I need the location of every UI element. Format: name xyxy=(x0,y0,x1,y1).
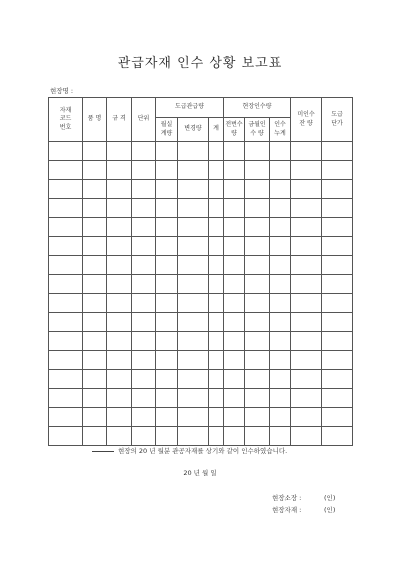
table-cell xyxy=(83,218,107,237)
seal-mark: (인) xyxy=(324,494,336,502)
table-cell xyxy=(178,275,209,294)
table-cell xyxy=(178,332,209,351)
table-cell xyxy=(291,275,322,294)
table-cell xyxy=(107,142,132,161)
table-cell xyxy=(291,294,322,313)
table-cell xyxy=(291,389,322,408)
table-cell xyxy=(132,218,156,237)
table-cell xyxy=(156,332,178,351)
table-cell xyxy=(270,161,291,180)
header-monthly-plan: 월실 계량 xyxy=(156,118,178,142)
table-cell xyxy=(83,427,107,446)
table-cell xyxy=(224,199,245,218)
table-cell xyxy=(132,237,156,256)
table-cell xyxy=(156,237,178,256)
table-cell xyxy=(322,408,353,427)
table-cell xyxy=(132,142,156,161)
table-row xyxy=(49,408,353,427)
table-cell xyxy=(178,161,209,180)
table-cell xyxy=(270,275,291,294)
table-cell xyxy=(270,294,291,313)
table-cell xyxy=(322,256,353,275)
table-cell xyxy=(322,161,353,180)
table-cell xyxy=(49,294,83,313)
table-cell xyxy=(49,351,83,370)
table-cell xyxy=(224,427,245,446)
table-cell xyxy=(132,180,156,199)
table-cell xyxy=(178,256,209,275)
table-cell xyxy=(132,313,156,332)
table-cell xyxy=(322,351,353,370)
table-cell xyxy=(245,370,270,389)
table-cell xyxy=(156,180,178,199)
table-row xyxy=(49,294,353,313)
table-cell xyxy=(291,199,322,218)
table-cell xyxy=(178,218,209,237)
table-cell xyxy=(107,161,132,180)
table-cell xyxy=(209,256,224,275)
table-cell xyxy=(291,142,322,161)
table-cell xyxy=(245,142,270,161)
table-cell xyxy=(291,370,322,389)
table-cell xyxy=(270,313,291,332)
table-cell xyxy=(224,313,245,332)
table-cell xyxy=(224,161,245,180)
table-cell xyxy=(291,218,322,237)
table-cell xyxy=(107,389,132,408)
table-cell xyxy=(83,180,107,199)
table-cell xyxy=(270,370,291,389)
table-cell xyxy=(107,332,132,351)
table-cell xyxy=(245,218,270,237)
table-cell xyxy=(178,370,209,389)
table-cell xyxy=(83,237,107,256)
table-cell xyxy=(291,351,322,370)
table-cell xyxy=(209,237,224,256)
table-cell xyxy=(83,275,107,294)
table-cell xyxy=(132,332,156,351)
table-cell xyxy=(270,389,291,408)
header-supply-group: 도급관급량 xyxy=(156,98,224,118)
table-row xyxy=(49,199,353,218)
table-row xyxy=(49,237,353,256)
table-cell xyxy=(107,256,132,275)
table-cell xyxy=(209,199,224,218)
table-cell xyxy=(322,427,353,446)
table-cell xyxy=(156,370,178,389)
table-cell xyxy=(209,313,224,332)
table-cell xyxy=(224,237,245,256)
table-cell xyxy=(322,275,353,294)
table-cell xyxy=(107,237,132,256)
table-cell xyxy=(209,180,224,199)
table-cell xyxy=(270,427,291,446)
table-cell xyxy=(224,218,245,237)
table-cell xyxy=(209,427,224,446)
table-cell xyxy=(245,199,270,218)
table-cell xyxy=(107,370,132,389)
table-cell xyxy=(224,408,245,427)
table-cell xyxy=(291,427,322,446)
table-cell xyxy=(245,256,270,275)
signature-label: 현장자재 : xyxy=(272,506,302,514)
table-cell xyxy=(83,370,107,389)
table-cell xyxy=(245,313,270,332)
table-cell xyxy=(224,389,245,408)
table-cell xyxy=(49,256,83,275)
page-title: 관급자재 인수 상황 보고표 xyxy=(117,56,283,71)
table-row xyxy=(49,218,353,237)
table-cell xyxy=(178,313,209,332)
table-cell xyxy=(322,180,353,199)
table-cell xyxy=(209,332,224,351)
table-cell xyxy=(245,427,270,446)
table-cell xyxy=(156,142,178,161)
table-cell xyxy=(49,389,83,408)
table-cell xyxy=(83,351,107,370)
header-cumulative: 인수 누계 xyxy=(270,118,291,142)
table-cell xyxy=(132,389,156,408)
table-cell xyxy=(49,237,83,256)
table-cell xyxy=(322,332,353,351)
table-cell xyxy=(83,142,107,161)
table-row xyxy=(49,275,353,294)
table-cell xyxy=(156,351,178,370)
table-cell xyxy=(107,180,132,199)
table-cell xyxy=(322,313,353,332)
table-cell xyxy=(132,351,156,370)
table-cell xyxy=(49,408,83,427)
table-cell xyxy=(156,313,178,332)
table-cell xyxy=(107,218,132,237)
table-cell xyxy=(245,180,270,199)
table-cell xyxy=(83,332,107,351)
table-cell xyxy=(107,351,132,370)
table-cell xyxy=(209,370,224,389)
table-cell xyxy=(270,218,291,237)
table-cell xyxy=(322,370,353,389)
table-cell xyxy=(49,199,83,218)
table-cell xyxy=(209,351,224,370)
table-row xyxy=(49,142,353,161)
table-cell xyxy=(209,408,224,427)
table-cell xyxy=(156,275,178,294)
table-cell xyxy=(209,161,224,180)
header-unit: 단위 xyxy=(132,98,156,142)
table-cell xyxy=(270,142,291,161)
table-body xyxy=(49,142,353,446)
table-cell xyxy=(270,408,291,427)
table-cell xyxy=(270,237,291,256)
table-cell xyxy=(49,370,83,389)
statement-line xyxy=(92,446,287,455)
site-name-label: 현장명 : xyxy=(50,87,74,95)
table-cell xyxy=(224,142,245,161)
table-cell xyxy=(178,294,209,313)
table-cell xyxy=(245,389,270,408)
table-cell xyxy=(291,313,322,332)
table-cell xyxy=(49,142,83,161)
table-cell xyxy=(107,427,132,446)
seal-mark: (인) xyxy=(324,506,336,514)
date-line: 20 년 월 일 xyxy=(183,469,217,477)
table-cell xyxy=(83,199,107,218)
table-cell xyxy=(49,427,83,446)
header-prev-receipt: 전번수 량 xyxy=(224,118,245,142)
table-cell xyxy=(291,180,322,199)
table-cell xyxy=(107,294,132,313)
table-cell xyxy=(291,237,322,256)
table-cell xyxy=(245,294,270,313)
table-cell xyxy=(270,256,291,275)
table-cell xyxy=(224,275,245,294)
header-change-amount: 변경량 xyxy=(178,118,209,142)
table-cell xyxy=(132,370,156,389)
header-spec: 규 격 xyxy=(107,98,132,142)
table-cell xyxy=(322,389,353,408)
table-row xyxy=(49,332,353,351)
table-cell xyxy=(178,351,209,370)
table-cell xyxy=(107,313,132,332)
table-cell xyxy=(83,389,107,408)
table-cell xyxy=(322,218,353,237)
table-row xyxy=(49,256,353,275)
report-table xyxy=(48,97,353,446)
table-cell xyxy=(83,294,107,313)
table-row xyxy=(49,180,353,199)
table-cell xyxy=(132,294,156,313)
table-cell xyxy=(132,199,156,218)
table-cell xyxy=(224,351,245,370)
table-row xyxy=(49,313,353,332)
table-cell xyxy=(132,275,156,294)
table-cell xyxy=(245,237,270,256)
table-cell xyxy=(107,199,132,218)
table-cell xyxy=(224,370,245,389)
header-unit-price: 도급 단가 xyxy=(322,98,353,142)
table-cell xyxy=(178,237,209,256)
table-cell xyxy=(178,199,209,218)
header-unreceived: 미인수 잔 량 xyxy=(291,98,322,142)
table-cell xyxy=(178,408,209,427)
table-cell xyxy=(224,294,245,313)
table-row xyxy=(49,370,353,389)
table-cell xyxy=(83,313,107,332)
table-cell xyxy=(291,161,322,180)
table-cell xyxy=(322,237,353,256)
table-cell xyxy=(209,275,224,294)
header-this-month: 금월인 수 량 xyxy=(245,118,270,142)
table-cell xyxy=(291,256,322,275)
signature-material-manager xyxy=(272,505,335,514)
table-cell xyxy=(322,294,353,313)
table-cell xyxy=(132,161,156,180)
blank-underline xyxy=(92,451,114,452)
table-cell xyxy=(322,142,353,161)
table-cell xyxy=(49,332,83,351)
table-cell xyxy=(178,427,209,446)
table-row xyxy=(49,389,353,408)
table-cell xyxy=(132,427,156,446)
table-row xyxy=(49,427,353,446)
table-cell xyxy=(245,275,270,294)
table-cell xyxy=(132,256,156,275)
header-receipt-group: 현장인수량 xyxy=(224,98,291,118)
table-cell xyxy=(156,256,178,275)
table-cell xyxy=(49,161,83,180)
table-cell xyxy=(291,332,322,351)
table-cell xyxy=(270,351,291,370)
table-cell xyxy=(156,427,178,446)
table-cell xyxy=(209,294,224,313)
table-cell xyxy=(209,218,224,237)
table-cell xyxy=(322,199,353,218)
table-cell xyxy=(245,332,270,351)
table-cell xyxy=(224,332,245,351)
table-cell xyxy=(156,199,178,218)
table-cell xyxy=(156,294,178,313)
signature-label: 현장소장 : xyxy=(272,494,302,502)
table-row xyxy=(49,351,353,370)
table-cell xyxy=(270,199,291,218)
header-code: 자재 코드 번호 xyxy=(49,98,83,142)
table-cell xyxy=(49,180,83,199)
table-cell xyxy=(178,389,209,408)
table-cell xyxy=(291,408,322,427)
table-cell xyxy=(224,256,245,275)
table-cell xyxy=(270,332,291,351)
table-cell xyxy=(49,313,83,332)
table-cell xyxy=(156,161,178,180)
table-cell xyxy=(156,218,178,237)
table-cell xyxy=(132,408,156,427)
table-cell xyxy=(156,389,178,408)
table-cell xyxy=(49,218,83,237)
table-cell xyxy=(83,408,107,427)
table-cell xyxy=(209,389,224,408)
table-cell xyxy=(209,142,224,161)
table-cell xyxy=(245,408,270,427)
table-cell xyxy=(270,180,291,199)
table-cell xyxy=(83,161,107,180)
table-cell xyxy=(107,408,132,427)
header-total: 계 xyxy=(209,118,224,142)
statement-text: 현장의 20 년 월분 관공자재를 상기와 같이 인수하였습니다. xyxy=(118,447,288,455)
table-row xyxy=(49,161,353,180)
table-cell xyxy=(107,275,132,294)
signature-site-manager xyxy=(272,493,335,502)
table-cell xyxy=(49,275,83,294)
table-cell xyxy=(245,351,270,370)
table-cell xyxy=(156,408,178,427)
header-name: 품 명 xyxy=(83,98,107,142)
table-cell xyxy=(224,180,245,199)
table-cell xyxy=(245,161,270,180)
table-cell xyxy=(178,180,209,199)
table-cell xyxy=(178,142,209,161)
table-cell xyxy=(83,256,107,275)
